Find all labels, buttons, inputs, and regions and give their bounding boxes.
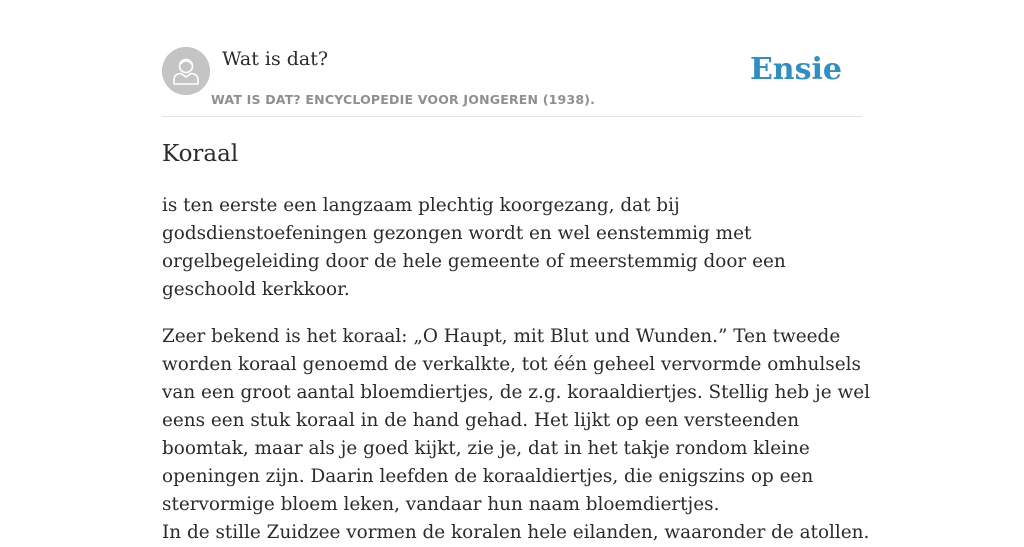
source-header <box>162 46 862 117</box>
brand-logo[interactable]: Ensie <box>749 52 842 87</box>
source-title[interactable]: Wat is dat? <box>222 48 329 70</box>
user-avatar-icon[interactable] <box>162 47 210 95</box>
source-subtitle: WAT IS DAT? ENCYCLOPEDIE VOOR JONGEREN (1938). <box>211 92 596 107</box>
entry-paragraph: In de stille Zuidzee vormen de koralen hele eilanden, waaronder de atollen. <box>162 522 870 543</box>
entry-paragraph: Zeer bekend is het koraal: „O Haupt, mit Blut und Wunden.” Ten tweede worden koraal genoemd de verkalkte, tot één geheel vervormde omhulsels van een groot aantal bloemdiertjes, de z.g. koraaldiertjes. Stellig heb je wel eens een stuk koraal in de hand gehad. Het lijkt op een versteenden boomtak, maar als je goed kijkt, zie je, dat in het takje rondom kleine openingen zijn. Daarin leefden de koraaldiertjes, die enigszins op een stervormige bloem leken, vandaar hun naam bloemdiertjes. <box>162 326 870 515</box>
entry-paragraph: is ten eerste een langzaam plechtig koorgezang, dat bij godsdienstoefeningen gezongen wordt en wel eenstemmig met orgelbegeleiding door de hele gemeente of meerstemmig door een geschoold kerkkoor. <box>162 195 786 300</box>
entry-body <box>162 192 872 547</box>
entry-title: Koraal <box>162 141 239 167</box>
